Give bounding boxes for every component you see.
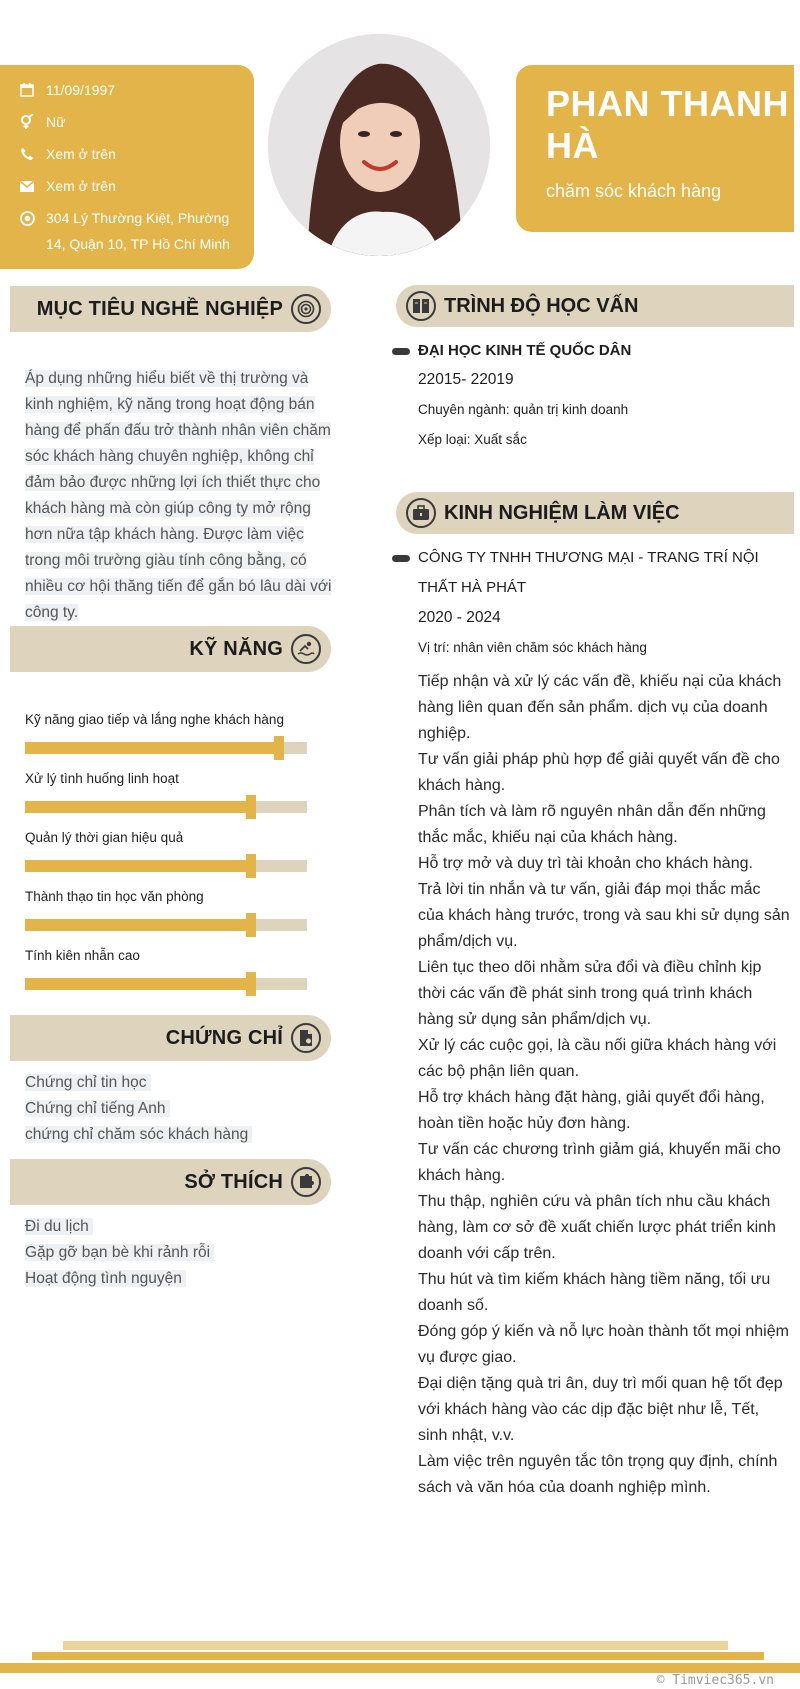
swimmer-icon (291, 634, 321, 664)
duty-item: Liên tục theo dõi nhằm sửa đổi và điều chỉnh kịp thời các vấn đề phát sinh trong quá trình khách hàng sử dụng sản phẩm/dịch vụ. (418, 959, 762, 1028)
briefcase-icon (406, 498, 436, 528)
hobby-item: Đi du lịch (25, 1214, 214, 1240)
contact-card (0, 65, 254, 269)
skill-item (25, 887, 307, 946)
skill-label: Xử lý tình huống linh hoạt (25, 771, 179, 786)
puzzle-icon (291, 1167, 321, 1197)
location-icon (20, 205, 46, 231)
hobbies-header (10, 1159, 331, 1205)
certificate-item: Chứng chỉ tiếng Anh (25, 1096, 252, 1122)
skill-item (25, 710, 307, 769)
hobbies-list (25, 1214, 214, 1292)
profile-photo (268, 34, 490, 256)
certificate-icon (291, 1023, 321, 1053)
education-header (396, 285, 794, 327)
objective-text-block (25, 366, 335, 626)
skill-item (25, 946, 307, 1005)
footer-bar (63, 1641, 728, 1650)
candidate-role: chăm sóc khách hàng (546, 181, 722, 201)
skills-title: KỸ NĂNG (189, 637, 283, 660)
skill-label: Thành thạo tin học văn phòng (25, 889, 204, 904)
objective-title: MỤC TIÊU NGHỀ NGHIỆP (36, 297, 283, 320)
hobby-item: Hoạt động tình nguyện (25, 1266, 214, 1292)
skills-header (10, 626, 331, 672)
certificate-item: chứng chỉ chăm sóc khách hàng (25, 1122, 252, 1148)
education-major: Chuyên ngành: quản trị kinh doanh (418, 402, 629, 417)
phone-icon (20, 141, 46, 167)
education-entry (418, 337, 790, 455)
duty-item: Thu hút và tìm kiếm khách hàng tiềm năng, tối ưu doanh số. (418, 1271, 771, 1314)
birthday-text: 11/09/1997 (46, 82, 116, 98)
contact-gender (20, 109, 254, 135)
duty-item: Phân tích và làm rõ nguyên nhân dẫn đến những thắc mắc, khiếu nại của khách hàng. (418, 803, 766, 846)
duty-item: Tiếp nhận và xử lý các vấn đề, khiếu nại của khách hàng liên quan đến sản phẩm. dịch vụ của doanh nghiệp. (418, 673, 782, 742)
envelope-icon (20, 173, 46, 199)
duty-item: Hỗ trợ mở và duy trì tài khoản cho khách hàng. (418, 855, 753, 872)
experience-header (396, 492, 794, 534)
calendar-icon (20, 77, 46, 103)
duty-item: Đại diện tặng quà tri ân, duy trì mối quan hệ tốt đẹp với khách hàng vào các dịp đặc biệt như lễ, Tết, sinh nhật, v.v. (418, 1375, 783, 1444)
experience-position: Vị trí: nhân viên chăm sóc khách hàng (418, 640, 647, 655)
hobby-item: Gặp gỡ bạn bè khi rảnh rỗi (25, 1240, 214, 1266)
watermark-text: © Timviec365.vn (656, 1673, 774, 1688)
duty-item: Thu thập, nghiên cứu và phân tích nhu cầu khách hàng, làm cơ sở đề xuất chiến lược phát triển kinh doanh với cấp trên. (418, 1193, 776, 1262)
company-name: CÔNG TY TNHH THƯƠNG MẠI - TRANG TRÍ NỘI THẤT HÀ PHÁT (418, 549, 759, 596)
objective-text: Áp dụng những hiểu biết về thị trường và kinh nghiệm, kỹ năng trong hoạt động bán hàng để phấn đấu trở thành nhân viên chăm sóc khách hàng chuyên nghiệp, không chỉ đảm bảo được những lợi ích thiết thực cho khách hàng mà còn giúp công ty mở rộng hơn nữa tập khách hàng. Được làm việc trong môi trường giàu tính công bằng, có nhiều cơ hội thăng tiến để gắn bó lâu dài với công ty. (25, 370, 332, 621)
skill-bar (25, 860, 307, 872)
certificates-title: CHỨNG CHỈ (165, 1026, 283, 1049)
duty-item: Tư vấn giải pháp phù hợp để giải quyết vấn đề cho khách hàng. (418, 751, 780, 794)
email-text: Xem ở trên (46, 178, 116, 194)
contact-address (20, 205, 254, 257)
skills-list (25, 710, 307, 1005)
education-grade: Xếp loại: Xuất sắc (418, 432, 527, 447)
contact-birthday (20, 77, 254, 103)
skill-bar (25, 978, 307, 990)
phone-text: Xem ở trên (46, 146, 116, 162)
address-text: 304 Lý Thường Kiệt, Phường 14, Quận 10, TP Hồ Chí Minh (46, 210, 230, 252)
bullet-dash (392, 555, 410, 562)
contact-email (20, 173, 254, 199)
hobbies-title: SỞ THÍCH (184, 1170, 283, 1193)
experience-period: 2020 - 2024 (418, 609, 501, 626)
skill-label: Kỹ năng giao tiếp và lắng nghe khách hàng (25, 712, 284, 727)
book-icon (406, 291, 436, 321)
certificates-list (25, 1070, 252, 1148)
certificate-item: Chứng chỉ tin học (25, 1070, 252, 1096)
gender-icon (20, 109, 46, 135)
footer-bar (32, 1652, 764, 1660)
target-icon (291, 294, 321, 324)
experience-title: KINH NGHIỆM LÀM VIỆC (444, 501, 680, 524)
skill-bar (25, 742, 307, 754)
duty-item: Trả lời tin nhắn và tư vấn, giải đáp mọi thắc mắc của khách hàng trước, trong và sau khi sử dụng sản phẩm/dịch vụ. (418, 881, 790, 950)
footer-bar (0, 1663, 800, 1673)
duty-item: Xử lý các cuộc gọi, là cầu nối giữa khách hàng với các bộ phận liên quan. (418, 1037, 777, 1080)
skill-bar (25, 919, 307, 931)
certificates-header (10, 1015, 331, 1061)
duty-item: Hỗ trợ khách hàng đặt hàng, giải quyết đổi hàng, hoàn tiền hoặc hủy đơn hàng. (418, 1089, 765, 1132)
skill-label: Quản lý thời gian hiệu quả (25, 830, 184, 845)
duty-item: Làm việc trên nguyên tắc tôn trọng quy định, chính sách và văn hóa của doanh nghiệp mình. (418, 1453, 778, 1496)
name-card (516, 65, 794, 232)
skill-item (25, 828, 307, 887)
gender-text: Nữ (46, 114, 66, 130)
duties-list (418, 669, 790, 1501)
duty-item: Tư vấn các chương trình giảm giá, khuyến mãi cho khách hàng. (418, 1141, 781, 1184)
experience-entry (418, 543, 790, 1501)
skill-item (25, 769, 307, 828)
education-period: 22015- 22019 (418, 371, 514, 388)
school-name: ĐẠI HỌC KINH TẾ QUỐC DÂN (418, 342, 632, 359)
contact-phone (20, 141, 254, 167)
education-title: TRÌNH ĐỘ HỌC VẤN (444, 294, 639, 317)
bullet-dash (392, 348, 410, 355)
skill-bar (25, 801, 307, 813)
candidate-name: PHAN THANH HÀ (546, 83, 789, 166)
objective-header (10, 286, 331, 332)
skill-label: Tính kiên nhẫn cao (25, 948, 140, 963)
duty-item: Đóng góp ý kiến và nỗ lực hoàn thành tốt mọi nhiệm vụ được giao. (418, 1323, 789, 1366)
